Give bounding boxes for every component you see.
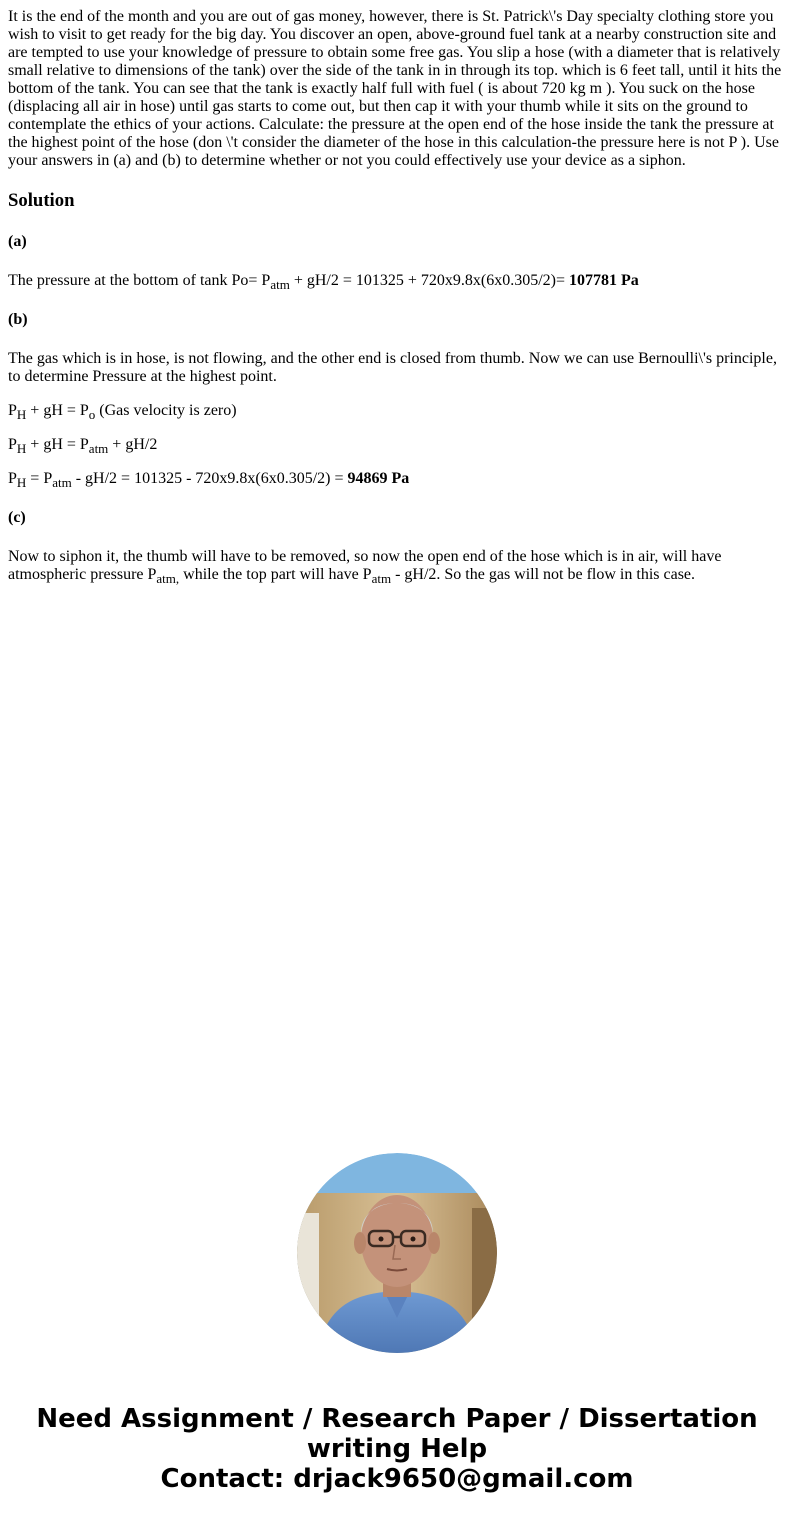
footer-advertisement	[0, 1404, 794, 1494]
subscript: atm	[270, 277, 290, 292]
text: + gH = P	[26, 402, 89, 419]
text: - gH/2. So the gas will not be flow in this case.	[391, 566, 696, 583]
subscript: atm	[371, 571, 392, 586]
text: P	[8, 436, 17, 453]
text: Now to siphon it, the thumb will have to be removed, so now the open end of the hose which is in air, will have atmospheric pressure P	[8, 548, 722, 583]
subscript: H	[16, 475, 27, 490]
part-b-eq1	[8, 402, 786, 420]
result-a: 107781 Pa	[569, 272, 639, 289]
subscript: atm,	[156, 571, 180, 586]
text: while the top part will have P	[179, 566, 372, 583]
subscript: o	[88, 407, 96, 422]
text: = P	[26, 470, 53, 487]
subscript: H	[16, 407, 27, 422]
subscript: H	[16, 441, 27, 456]
part-c-text	[8, 548, 786, 584]
subscript: atm	[52, 475, 72, 490]
author-avatar	[297, 1153, 497, 1353]
text: - gH/2 = 101325 - 720x9.8x(6x0.305/2) =	[71, 470, 348, 487]
part-b-intro: The gas which is in hose, is not flowing, and the other end is closed from thumb. Now we can use Bernoulli\'s principle, to determine Pressure at the highest point.	[8, 350, 777, 385]
text: + gH/2	[108, 436, 158, 453]
text: The pressure at the bottom of tank Po= P	[8, 272, 271, 289]
solution-heading: Solution	[8, 190, 75, 211]
text: + gH = P	[26, 436, 89, 453]
part-b-eq2	[8, 436, 786, 454]
part-a-equation	[8, 272, 786, 290]
question-text: It is the end of the month and you are out of gas money, however, there is St. Patrick\'s Day specialty clothing store you wish to visit to get ready for the big day. You discover an open, above-ground fuel tank at a nearby construction site and are tempted to use your knowledge of pressure to obtain some free gas. You slip a hose (with a diameter that is relatively small relative to dimensions of the tank) over the side of the tank in in through its top. which is 6 feet tall, until it hits the bottom of the tank. You can see that the tank is exactly half full with fuel ( is about 720 kg m ). You suck on the hose (displacing all air in hose) until gas starts to come out, but then cap it with your thumb while it sits on the ground to contemplate the ethics of your actions. Calculate: the pressure at the open end of the hose inside the tank the pressure at the highest point of the hose (don \'t consider the diameter of the hose in this calculation-the pressure here is not P ). Use your answers in (a) and (b) to determine whether or not you could effectively use your device as a siphon.	[8, 8, 782, 169]
document-body	[8, 8, 786, 600]
part-c-label: (c)	[8, 509, 26, 526]
subscript: atm	[88, 441, 109, 456]
footer-line-2: writing Help	[306, 1434, 488, 1464]
text: (Gas velocity is zero)	[95, 402, 237, 419]
footer-contact: Contact: drjack9650@gmail.com	[160, 1464, 634, 1494]
text: P	[8, 470, 17, 487]
footer-line-1: Need Assignment / Research Paper / Dissertation	[36, 1404, 758, 1434]
result-b: 94869 Pa	[347, 470, 410, 487]
text: P	[8, 402, 17, 419]
text: + gH/2 = 101325 + 720x9.8x(6x0.305/2)=	[289, 272, 570, 289]
part-b-label: (b)	[8, 311, 28, 328]
part-a-label: (a)	[8, 233, 27, 250]
part-b-eq3	[8, 470, 786, 488]
author-portrait-image	[297, 1153, 497, 1353]
